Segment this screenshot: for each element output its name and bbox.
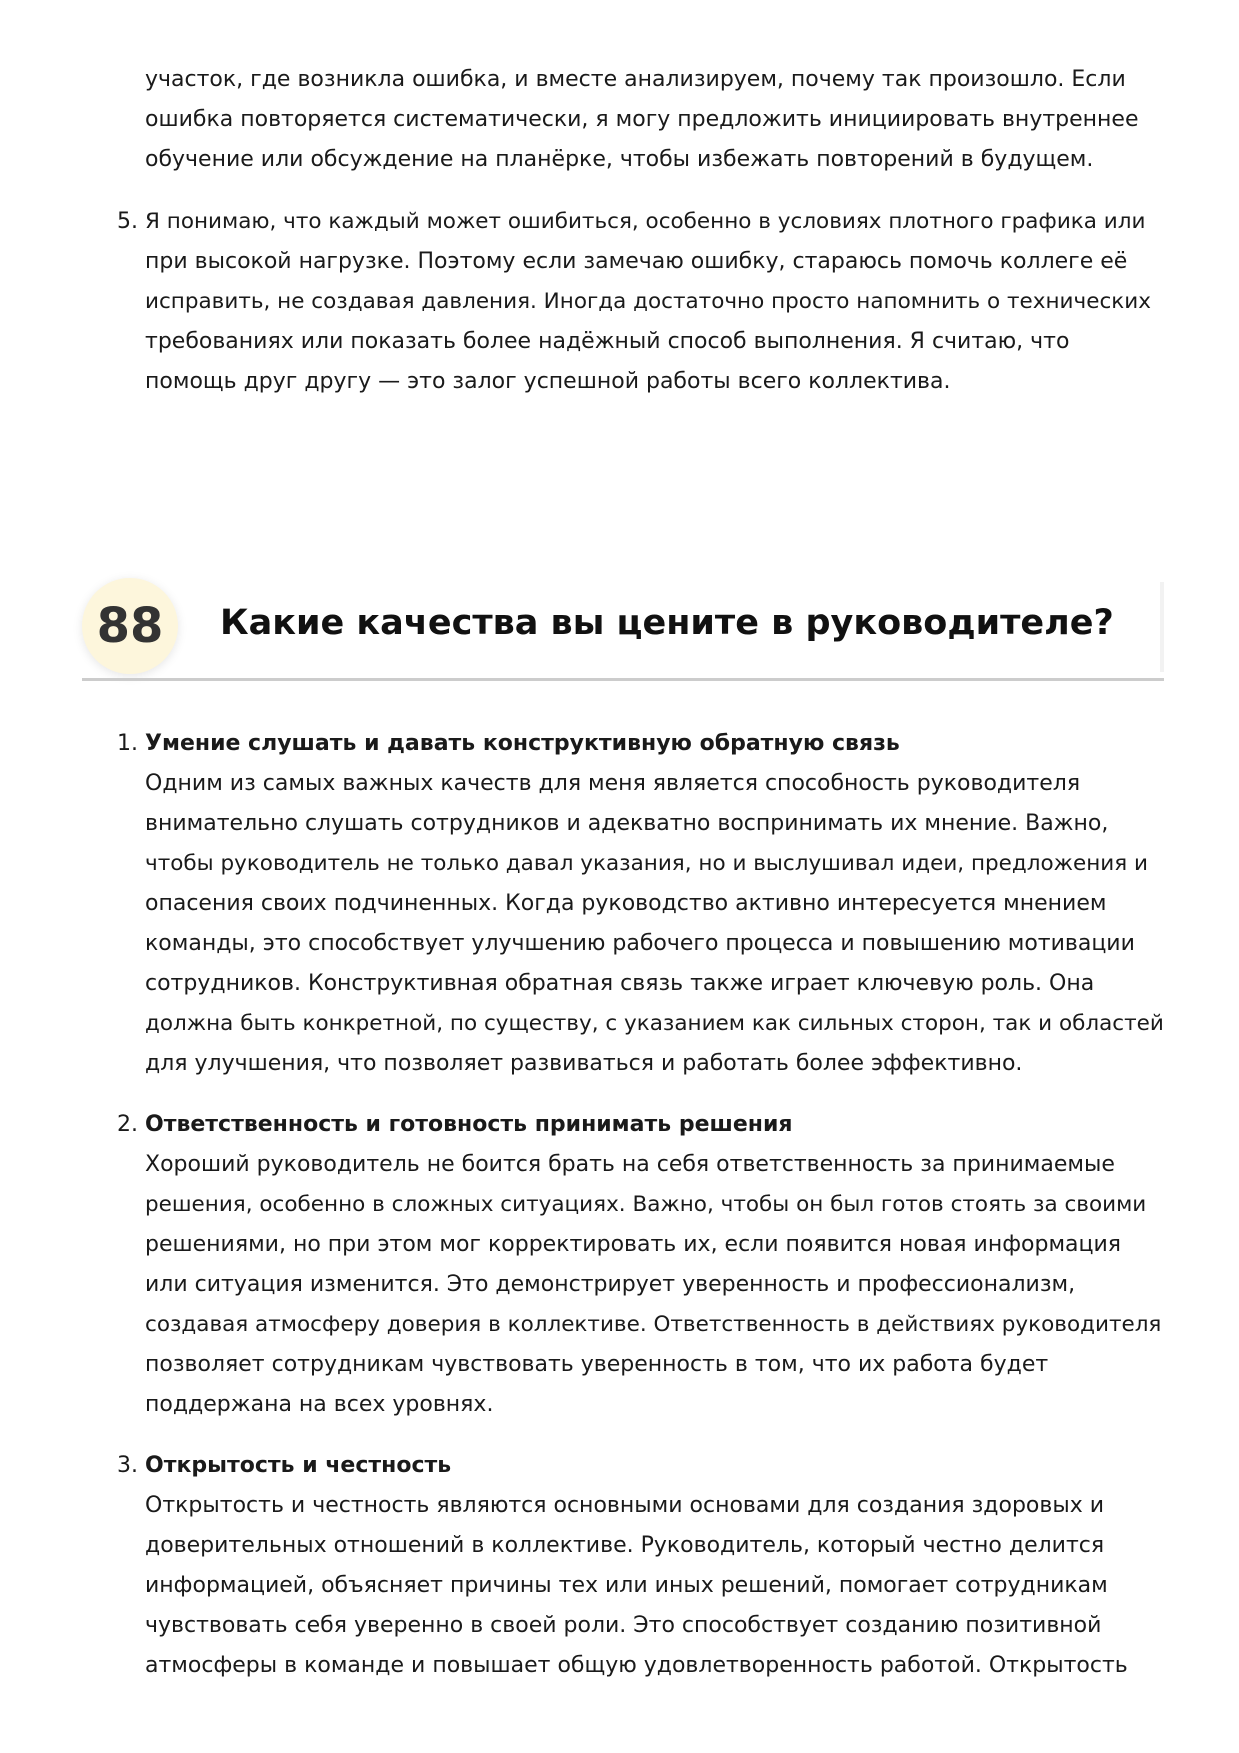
- text-line: чтобы руководитель не только давал указания, но и выслушивал идеи, предложения и: [145, 851, 1149, 876]
- list-number: 2.: [117, 1112, 138, 1137]
- header-shadow: [1160, 582, 1164, 672]
- text-line: создавая атмосферу доверия в коллективе. Ответственность в действиях руководителя: [145, 1312, 1162, 1337]
- list-number: 3.: [117, 1453, 138, 1478]
- list-item-1: [117, 724, 1165, 1084]
- text-line: решения, особенно в сложных ситуациях. Важно, чтобы он был готов стоять за своими: [145, 1192, 1147, 1217]
- text-line: атмосферы в команде и повышает общую удовлетворенность работой. Открытость: [145, 1653, 1128, 1678]
- text-line: информацией, объясняет причины тех или иных решений, помогает сотрудникам: [145, 1573, 1108, 1598]
- text-line: должна быть конкретной, по существу, с указанием как сильных сторон, так и областей: [145, 1011, 1164, 1036]
- text-line: при высокой нагрузке. Поэтому если замечаю ошибку, стараюсь помочь коллеге её: [145, 249, 1128, 274]
- list-item-3: [117, 1446, 1165, 1686]
- list-number: 5.: [117, 209, 138, 234]
- text-line: Хороший руководитель не боится брать на себя ответственность за принимаемые: [145, 1152, 1115, 1177]
- list-item-2: [117, 1105, 1165, 1425]
- item-title: Ответственность и готовность принимать решения: [145, 1112, 793, 1137]
- text-line: Я понимаю, что каждый может ошибиться, особенно в условиях плотного графика или: [145, 209, 1146, 234]
- text-line: для улучшения, что позволяет развиваться и работать более эффективно.: [145, 1051, 1023, 1076]
- text-line: команды, это способствует улучшению рабочего процесса и повышению мотивации: [145, 931, 1135, 956]
- text-line: внимательно слушать сотрудников и адекватно воспринимать их мнение. Важно,: [145, 811, 1109, 836]
- text-line: поддержана на всех уровнях.: [145, 1392, 494, 1417]
- text-line: помощь друг другу — это залог успешной работы всего коллектива.: [145, 369, 951, 394]
- list-number: 1.: [117, 731, 138, 756]
- text-line: участок, где возникла ошибка, и вместе анализируем, почему так произошло. Если: [145, 67, 1126, 92]
- item-title: Умение слушать и давать конструктивную обратную связь: [145, 731, 900, 756]
- question-number-badge: 88: [82, 578, 178, 674]
- question-header: [82, 578, 1164, 678]
- header-divider: [82, 678, 1164, 681]
- text-line: ошибка повторяется систематически, я могу предложить инициировать внутреннее: [145, 107, 1139, 132]
- text-line: обучение или обсуждение на планёрке, чтобы избежать повторений в будущем.: [145, 147, 1094, 172]
- list-item-5: [117, 202, 1165, 402]
- text-line: сотрудников. Конструктивная обратная связь также играет ключевую роль. Она: [145, 971, 1095, 996]
- text-line: Открытость и честность являются основными основами для создания здоровых и: [145, 1493, 1105, 1518]
- text-line: доверительных отношений в коллективе. Руководитель, который честно делится: [145, 1533, 1105, 1558]
- question-title: Какие качества вы цените в руководителе?: [220, 603, 1114, 643]
- text-line: исправить, не создавая давления. Иногда достаточно просто напомнить о технических: [145, 289, 1151, 314]
- text-line: требованиях или показать более надёжный способ выполнения. Я считаю, что: [145, 329, 1070, 354]
- text-line: позволяет сотрудникам чувствовать уверенность в том, что их работа будет: [145, 1352, 1049, 1377]
- text-line: опасения своих подчиненных. Когда руководство активно интересуется мнением: [145, 891, 1107, 916]
- text-line: чувствовать себя уверенно в своей роли. Это способствует созданию позитивной: [145, 1613, 1102, 1638]
- text-line: или ситуация изменится. Это демонстрирует уверенность и профессионализм,: [145, 1272, 1076, 1297]
- previous-answer-continuation: [145, 60, 1165, 180]
- item-title: Открытость и честность: [145, 1453, 452, 1478]
- text-line: решениями, но при этом мог корректировать их, если появится новая информация: [145, 1232, 1122, 1257]
- text-line: Одним из самых важных качеств для меня является способность руководителя: [145, 771, 1081, 796]
